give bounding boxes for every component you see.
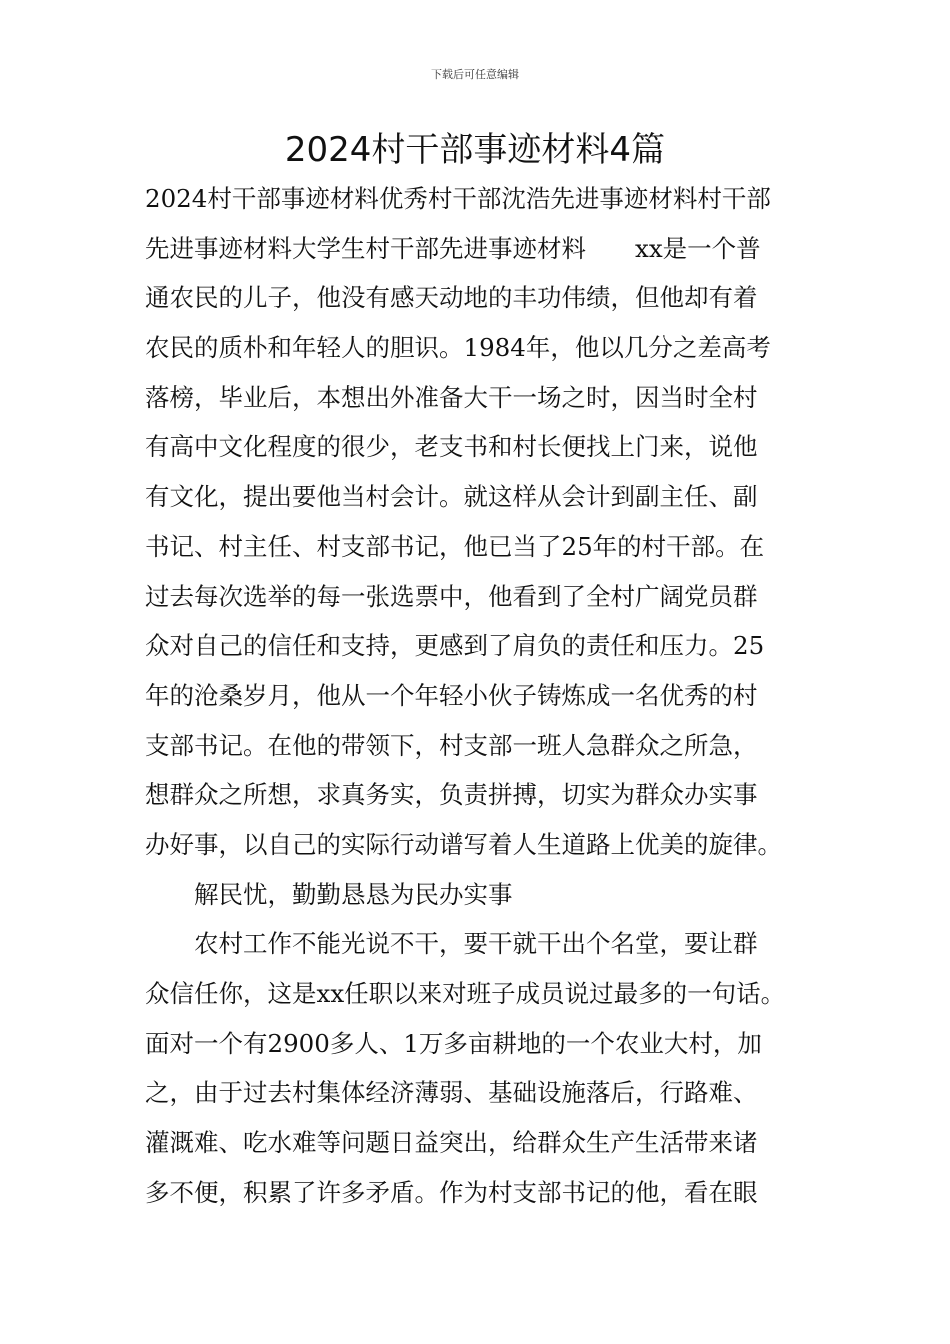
paragraph-line: 2024村干部事迹材料优秀村干部沈浩先进事迹材料村干部 <box>145 184 771 213</box>
paragraph-line: 之，由于过去村集体经济薄弱、基础设施落后，行路难、 <box>145 1078 758 1108</box>
section-heading: 解民忧，勤勤恳恳为民办实事 <box>194 879 513 909</box>
paragraph-line: 面对一个有2900多人、1万多亩耕地的一个农业大村，加 <box>145 1028 762 1058</box>
paragraph-line: 农村工作不能光说不干，要干就干出个名堂，要让群 <box>194 929 758 959</box>
paragraph-line: 灌溉难、吃水难等问题日益突出，给群众生产生活带来诸 <box>145 1128 758 1158</box>
paragraph-line: 先进事迹材料大学生村干部先进事迹材料 xx是一个普 <box>145 233 761 263</box>
paragraph-line: 通农民的儿子，他没有感天动地的丰功伟绩，但他却有着 <box>145 283 758 313</box>
paragraph-line: 农民的质朴和年轻人的胆识。1984年，他以几分之差高考 <box>145 333 771 363</box>
header-note: 下载后可任意编辑 <box>431 68 519 81</box>
paragraph-line: 有文化，提出要他当村会计。就这样从会计到副主任、副 <box>145 482 758 512</box>
paragraph-line: 书记、村主任、村支部书记，他已当了25年的村干部。在 <box>145 531 765 561</box>
paragraph-line: 年的沧桑岁月，他从一个年轻小伙子铸炼成一名优秀的村 <box>145 680 758 710</box>
document-title: 2024村干部事迹材料4篇 <box>284 130 666 170</box>
paragraph-line: 多不便，积累了许多矛盾。作为村支部书记的他，看在眼 <box>145 1177 758 1207</box>
document-body <box>145 174 811 1217</box>
paragraph-line: 想群众之所想，求真务实，负责拼搏，切实为群众办实事 <box>145 780 758 810</box>
paragraph-line: 过去每次选举的每一张选票中，他看到了全村广阔党员群 <box>145 581 758 611</box>
paragraph-line: 支部书记。在他的带领下，村支部一班人急群众之所急， <box>145 730 758 760</box>
paragraph-line: 众信任你，这是xx任职以来对班子成员说过最多的一句话。 <box>145 979 786 1008</box>
paragraph-line: 落榜，毕业后，本想出外准备大干一场之时，因当时全村 <box>145 382 758 412</box>
paragraph-line: 办好事，以自己的实际行动谱写着人生道路上优美的旋律。 <box>145 829 782 859</box>
paragraph-line: 有高中文化程度的很少，老支书和村长便找上门来，说他 <box>145 432 758 462</box>
paragraph-line: 众对自己的信任和支持，更感到了肩负的责任和压力。25 <box>145 631 765 661</box>
